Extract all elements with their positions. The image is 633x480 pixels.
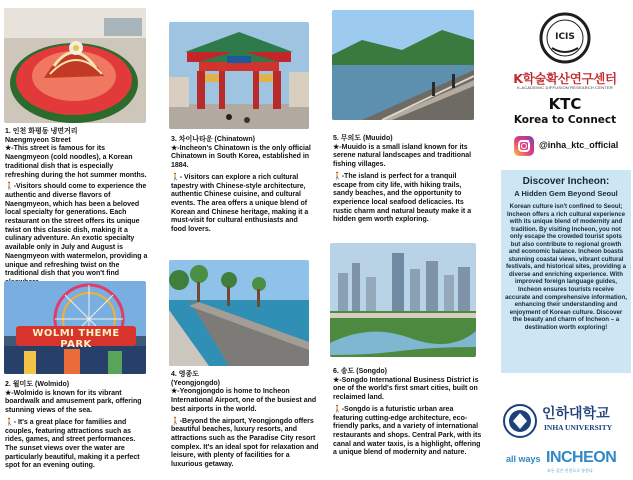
icis-logo	[532, 10, 598, 66]
muuido-photo	[332, 10, 474, 120]
section-songdo-description: 🚶-Songdo is a futuristic urban area featuring cutting-edge architecture, eco-friendly parks, and a variety of international restaurants and shops. Central Park, with its canal and water taxis, is a highlight, offering a unique blend of modernity and nature.	[333, 405, 482, 457]
chinatown-photo	[169, 22, 309, 129]
section-wolmido-description: 🚶- It's a great place for families and couples, featuring attractions such as rides, games, and street performances. The sunset views over the water are particularly beautiful, making it a perfect spot for an evening outing.	[5, 418, 140, 470]
section-naengmyeon-title: 1. 인천 화평동 냉면거리	[5, 128, 78, 135]
section-yeongjongdo-subtitle: (Yeongjongdo)	[171, 379, 220, 387]
discover-title: Discover Incheon:	[522, 176, 610, 187]
section-songdo	[333, 368, 483, 458]
inha-korean-name: 인하대학교	[542, 406, 610, 422]
inha-english-name: INHA UNIVERSITY	[544, 423, 613, 432]
instagram-handle[interactable]: @inha_ktc_official	[539, 140, 619, 150]
section-muuido-description: 🚶-The island is perfect for a tranquil escape from city life, with hiking trails, sandy beaches, and the opportunity to experience local seafood delicacies. Its rustic charm and natural beauty make it a hidden gem worth exploring.	[333, 172, 472, 224]
inha-emblem	[503, 404, 537, 438]
brand-korean-name: K학술확산연구센터	[513, 71, 617, 86]
section-yeongjongdo-title: 4. 영종도	[171, 371, 200, 378]
section-chinatown	[171, 136, 314, 235]
wolmido-photo	[4, 281, 146, 374]
instagram-icon	[514, 136, 534, 156]
section-yeongjongdo-description: 🚶-Beyond the airport, Yeongjongdo offers beautiful beaches, luxury resorts, and attractions such as the Paradise City resort complex. It's an ideal spot for relaxation and leisure, with plenty of facilities for a luxurious getaway.	[171, 417, 319, 469]
songdo-photo	[330, 243, 476, 357]
brand-title: KTC	[548, 95, 582, 113]
incheon-logo-text: INCHEON	[546, 449, 617, 466]
discover-subtitle: A Hidden Gem Beyond Seoul	[514, 189, 618, 198]
section-chinatown-fact: ★-Incheon's Chinatown is the only official Chinatown in South Korea, established in 1884.	[171, 144, 311, 170]
section-yeongjongdo-fact: ★-Yeongjongdo is home to Incheon International Airport, one of the busiest and best airports in the world.	[171, 388, 317, 413]
incheon-slogan: 모든 길은 인천으로 통한다	[547, 468, 593, 473]
section-wolmido-fact: ★-Wolmido is known for its vibrant boardwalk and amusement park, offering stunning views of the sea.	[5, 389, 142, 415]
section-wolmido-title: 2. 월미도 (Wolmido)	[5, 381, 70, 388]
section-naengmyeon-description: 🚶-Visitors should come to experience the authentic and diverse flavors of Naengmyeon, which has been a beloved local specialty for generations. Each restaurant on the street offers its unique twist on this classic dish, making it a culinary adventure. An exotic specialty available only in July and August is Naengmyeon with watermelon, providing a unique and refreshing twist on the traditional dish that you won't find	[5, 183, 148, 278]
section-wolmido	[5, 381, 149, 471]
discover-panel	[501, 170, 631, 373]
brand-english-name: K-ACADEMIC DIFFUSION RESEARCH CENTER	[517, 85, 613, 90]
icis-logo-text: ICIS	[555, 32, 575, 42]
discover-body: Korean culture isn't confined to Seoul; Incheon offers a rich cultural experience with its unique blend of modernity and tradition. By visiting Incheon, you not only escape the crowded tourist spots but also contribute to regional growth and economic balance. Incheon boasts stunning coastal views, vibrant cultural festivals, and historical sites, providing a diverse and enriching experience. With improved foreign language guides, Incheon ensures tourists receive accurate and comprehensive information, enhancing their understanding and enjoyment of Korean culture. Discover the beauty and charm of Incheon – a destination worth exploring!	[505, 203, 627, 331]
section-songdo-title: 6. 송도 (Songdo)	[333, 368, 387, 375]
section-muuido-fact: ★-Muuido is a small island known for its serene natural landscapes and traditional fishing villages.	[333, 143, 472, 169]
yeongjongdo-photo	[169, 260, 309, 366]
wolmido-sign-text: WOLMI THEME PARK	[32, 328, 120, 350]
section-muuido-title: 5. 무의도 (Muuido)	[333, 135, 393, 142]
section-yeongjongdo	[171, 371, 321, 470]
all-ways-text: all ways	[506, 454, 541, 464]
naengmyeon-photo	[4, 8, 146, 123]
section-naengmyeon	[5, 128, 149, 288]
section-chinatown-description: 🚶- Visitors can explore a rich cultural tapestry with Chinese-style architecture, authentic Chinese cuisine, and cultural events. The area offers a unique blend of Korean and Chinese heritage, making it a must-visit for cultural enthusiasts and food lovers.	[171, 173, 309, 234]
section-naengmyeon-subtitle: Naengmyeon Street	[5, 136, 71, 144]
section-songdo-fact: ★-Songdo International Business District is one of the world's first smart cities, built on reclaimed land.	[333, 376, 479, 402]
brand-subtitle: Korea to Connect	[513, 114, 617, 126]
section-naengmyeon-fact: ★-This street is famous for its Naengmyeon (cold noodles), a Korean traditional dish that is especially refreshing during the hot summer months.	[5, 145, 147, 179]
section-muuido	[333, 135, 481, 225]
section-chinatown-title: 3. 차이나타운 (Chinatown)	[171, 136, 255, 143]
